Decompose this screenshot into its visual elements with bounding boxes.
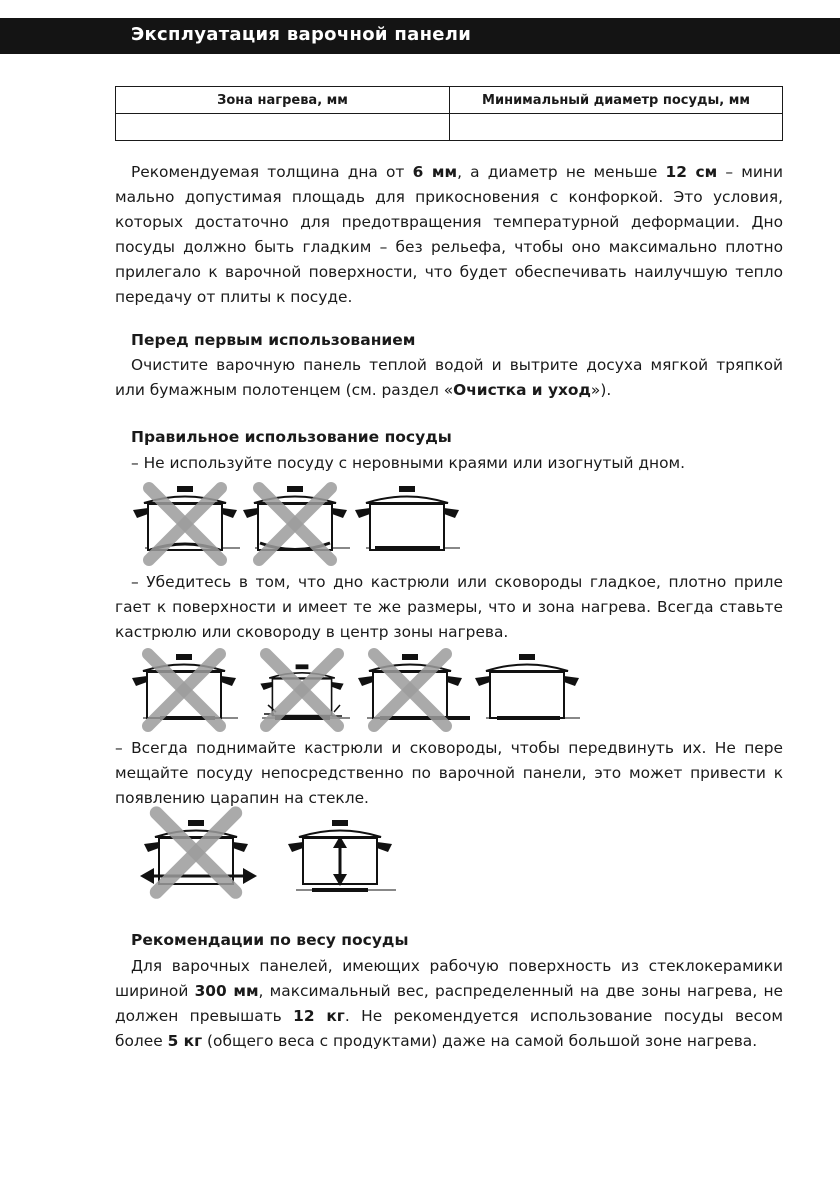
text: . Не рекомендуется использование посуды весом более [115, 1007, 783, 1050]
text: , максимальный вес, распределенный на две зоны нагрева, не должен превышать [115, 982, 783, 1025]
text: Очистите варочную панель теплой водой и вытрите досуха мягкой тряпкой или бумажным полотенцем (см. раздел « [115, 356, 783, 399]
first-use-heading: Перед первым использованием [131, 331, 416, 349]
table-header-diameter: Минимальный диаметр посуды, мм [450, 87, 783, 114]
text: – Убедитесь в том, что дно кастрюли или сковороды гладкое, плотно приле гает к поверхности и имеет те же размеры, что и зона нагрева. Всегда ставьте кастрюлю или сковороду в центр зоны нагрева. [115, 573, 783, 641]
text: »). [590, 381, 612, 399]
text: – мини мально допустимая площадь для прикосновения с конфоркой. Это условия, которых достаточно для предотвращения температурной деформации. Дно посуды должно быть гладким – без рельефа, чтобы оно максимально плотно прилегало к варочной поверхности, что будет обеспечивать наилучшую тепло передачу от плиты к посуде. [115, 163, 783, 306]
pot-correct-icon [475, 654, 580, 718]
pot-misaligned-icon [132, 654, 238, 726]
bold-text: Очистка и уход [453, 381, 591, 399]
text: (общего веса с продуктами) даже на самой большой зоне нагрева. [202, 1032, 758, 1050]
pot-lift-icon [288, 820, 396, 890]
pot-small-on-zone-icon [260, 654, 350, 726]
bold-text: 6 мм [412, 163, 458, 181]
pot-bent-bottom-icon [243, 486, 350, 560]
text: , а диаметр не меньше [457, 163, 666, 181]
table-header-zone: Зона нагрева, мм [116, 87, 450, 114]
pot-sliding-icon [140, 813, 257, 892]
bold-text: 12 кг [293, 1007, 345, 1025]
bold-text: 12 см [665, 163, 718, 181]
text: – Всегда поднимайте кастрюли и сковороды, чтобы передвинуть их. Не пере мещайте посуду непосредственно по варочной панели, это может привести к появлению царапин на стекле. [115, 739, 783, 807]
text: Рекомендуемая толщина дна от [131, 163, 413, 181]
text: – Не используйте посуду с неровными краями или изогнутый дном. [131, 454, 686, 472]
weight-heading: Рекомендации по весу посуды [131, 931, 409, 949]
pot-correct-icon [355, 486, 460, 550]
section-title: Эксплуатация варочной панели [131, 24, 472, 45]
pot-uneven-bottom-icon [133, 486, 240, 560]
cookware-heading: Правильное использование посуды [131, 428, 452, 446]
pot-zone-larger-icon [358, 654, 470, 726]
text: Для варочных панелей, имеющих рабочую поверхность из стеклокерамики шириной [115, 957, 783, 1000]
bold-text: 300 мм [194, 982, 259, 1000]
bold-text: 5 кг [167, 1032, 203, 1050]
